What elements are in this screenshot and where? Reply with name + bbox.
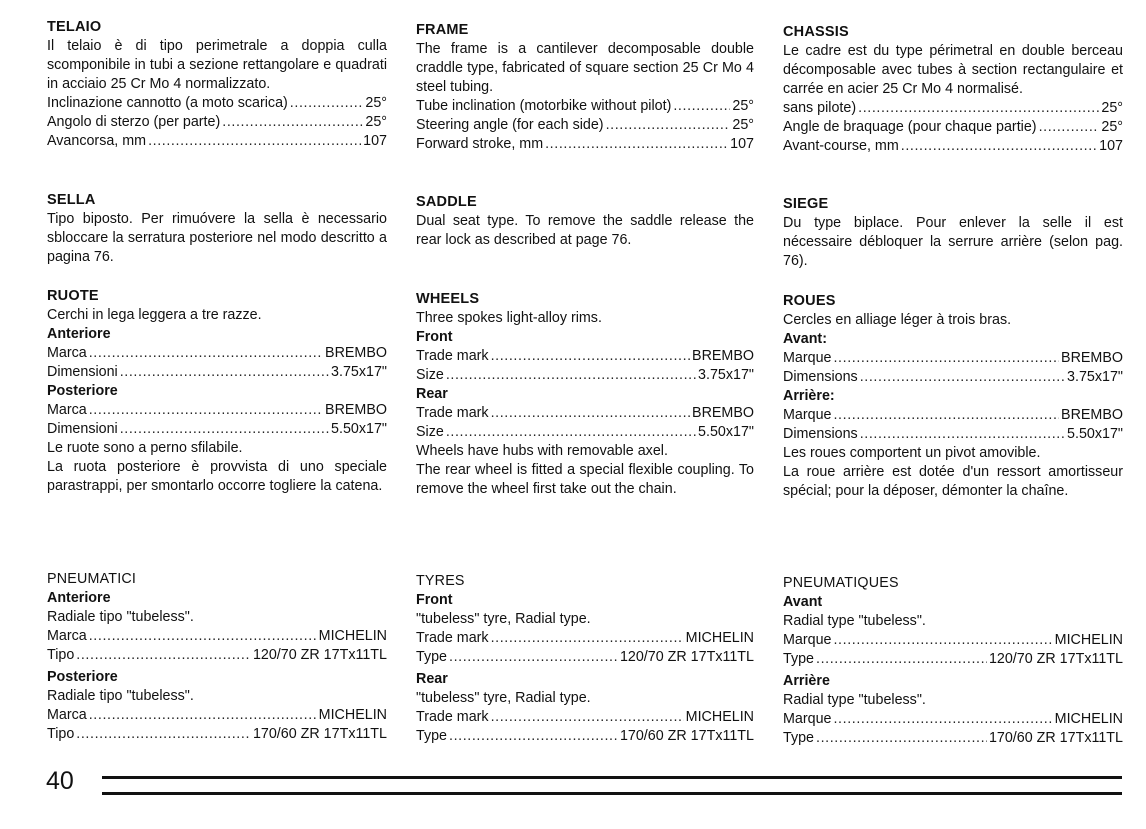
section-tyres — [416, 572, 754, 746]
rear-subtitle: Arrière — [783, 673, 830, 689]
front-subtitle: Front — [416, 329, 453, 345]
front-subtitle: Avant — [783, 594, 823, 610]
section-tyres — [783, 574, 1123, 748]
spec-row: Marca ..... MICHELIN — [47, 706, 387, 725]
section-frame — [47, 18, 387, 151]
spec-row: Forward stroke, mm ..... 107 — [416, 135, 754, 154]
spec-row: Type ..... 170/60 ZR 17Tx11TL — [416, 727, 754, 746]
section-title: TYRES — [416, 573, 465, 589]
section-wheels — [416, 290, 754, 499]
section-text: Tipo biposto. Per rimuóvere la sella è necessario sbloccare la serratura posteriore nel modo descritto a pagina 76. — [47, 211, 387, 265]
wheels-note: Le ruote sono a perno sfilabile. — [47, 440, 243, 456]
tyre-type: Radiale tipo "tubeless". — [47, 609, 194, 625]
footer-rule-bottom — [102, 792, 1122, 795]
section-title: SIEGE — [783, 196, 829, 212]
rear-subtitle: Rear — [416, 386, 448, 402]
spec-row: Marque ..... MICHELIN — [783, 631, 1123, 650]
front-subtitle: Anteriore — [47, 590, 111, 606]
rear-subtitle: Posteriore — [47, 669, 118, 685]
spec-row: Trade mark ..... BREMBO — [416, 347, 754, 366]
spec-row: Dimensioni ..... 3.75x17" — [47, 363, 387, 382]
rear-subtitle: Posteriore — [47, 383, 118, 399]
section-text: Du type biplace. Pour enlever la selle il est nécessaire débloquer la serrure arrière (selon pag. 76). — [783, 215, 1123, 269]
section-title: SELLA — [47, 192, 96, 208]
section-title: ROUES — [783, 293, 836, 309]
section-saddle — [783, 195, 1123, 271]
tyre-type: Radiale tipo "tubeless". — [47, 688, 194, 704]
section-wheels — [47, 287, 387, 496]
tyre-type: Radial type "tubeless". — [783, 613, 926, 629]
spec-row: Tipo ..... 120/70 ZR 17Tx11TL — [47, 646, 387, 665]
spec-row: Marque ..... BREMBO — [783, 349, 1123, 368]
spec-row: Steering angle (for each side) ..... 25° — [416, 116, 754, 135]
section-frame — [416, 21, 754, 154]
spec-row: Trade mark ..... MICHELIN — [416, 629, 754, 648]
section-title: SADDLE — [416, 194, 477, 210]
wheels-intro: Three spokes light-alloy rims. — [416, 310, 602, 326]
spec-row: Marca ..... MICHELIN — [47, 627, 387, 646]
page-number: 40 — [46, 767, 74, 795]
tyre-type: "tubeless" tyre, Radial type. — [416, 611, 591, 627]
section-title: PNEUMATICI — [47, 571, 137, 587]
front-subtitle: Front — [416, 592, 453, 608]
tyre-type: "tubeless" tyre, Radial type. — [416, 690, 591, 706]
section-text: Le cadre est du type périmetral en double berceau décomposable avec tubes à section rectangulaire et carrée en acier 25 Cr Mo 4 normalisé. — [783, 43, 1123, 97]
rear-subtitle: Rear — [416, 671, 448, 687]
spec-row: Marque ..... BREMBO — [783, 406, 1123, 425]
section-text: Dual seat type. To remove the saddle release the rear lock as described at page 76. — [416, 213, 754, 248]
spec-row: Trade mark ..... MICHELIN — [416, 708, 754, 727]
section-wheels — [783, 292, 1123, 501]
spec-row: Tipo ..... 170/60 ZR 17Tx11TL — [47, 725, 387, 744]
front-subtitle: Anteriore — [47, 326, 111, 342]
spec-row: Type ..... 120/70 ZR 17Tx11TL — [416, 648, 754, 667]
spec-row: Marca ..... BREMBO — [47, 401, 387, 420]
spec-row: Angle de braquage (pour chaque partie) ..... 25° — [783, 118, 1123, 137]
spec-row: Type ..... 170/60 ZR 17Tx11TL — [783, 729, 1123, 748]
wheels-note: Wheels have hubs with removable axel. — [416, 443, 668, 459]
wheels-note: La roue arrière est dotée d'un ressort amortisseur spécial; pour la déposer, démonter la chaîne. — [783, 464, 1123, 499]
section-saddle — [416, 193, 754, 250]
wheels-note: The rear wheel is fitted a special flexible coupling. To remove the wheel first take out the chain. — [416, 462, 754, 497]
wheels-intro: Cercles en alliage léger à trois bras. — [783, 312, 1012, 328]
section-title: CHASSIS — [783, 24, 849, 40]
section-frame — [783, 23, 1123, 156]
rear-subtitle: Arrière: — [783, 388, 835, 404]
section-title: TELAIO — [47, 19, 102, 35]
front-subtitle: Avant: — [783, 331, 827, 347]
spec-row: Type ..... 120/70 ZR 17Tx11TL — [783, 650, 1123, 669]
spec-row: Trade mark ..... BREMBO — [416, 404, 754, 423]
section-saddle — [47, 191, 387, 267]
spec-row: Marca ..... BREMBO — [47, 344, 387, 363]
footer-rule-top — [102, 776, 1122, 779]
wheels-note: Les roues comportent un pivot amovible. — [783, 445, 1041, 461]
spec-row: Dimensioni ..... 5.50x17" — [47, 420, 387, 439]
spec-row: Angolo di sterzo (per parte) ..... 25° — [47, 113, 387, 132]
spec-row: Tube inclination (motorbike without pilot) ..... 25° — [416, 97, 754, 116]
spec-row: Dimensions ..... 5.50x17" — [783, 425, 1123, 444]
wheels-intro: Cerchi in lega leggera a tre razze. — [47, 307, 262, 323]
spec-row: Dimensions ..... 3.75x17" — [783, 368, 1123, 387]
section-title: FRAME — [416, 22, 469, 38]
spec-row: sans pilote) ..... 25° — [783, 99, 1123, 118]
spec-row: Inclinazione cannotto (a moto scarica) ..... 25° — [47, 94, 387, 113]
spec-row: Avant-course, mm ..... 107 — [783, 137, 1123, 156]
section-title: RUOTE — [47, 288, 99, 304]
section-title: PNEUMATIQUES — [783, 575, 899, 591]
spec-row: Marque ..... MICHELIN — [783, 710, 1123, 729]
wheels-note: La ruota posteriore è provvista di uno speciale parastrappi, per smontarlo occorre togliere la catena. — [47, 459, 387, 494]
spec-row: Size ..... 3.75x17" — [416, 366, 754, 385]
tyre-type: Radial type "tubeless". — [783, 692, 926, 708]
section-text: Il telaio è di tipo perimetrale a doppia culla scomponibile in tubi a sezione rettangolare e quadrati in acciaio 25 Cr Mo 4 normalizzato. — [47, 38, 387, 92]
section-text: The frame is a cantilever decomposable double craddle type, fabricated of square section 25 Cr Mo 4 steel tubing. — [416, 41, 754, 95]
section-tyres — [47, 570, 387, 744]
spec-row: Size ..... 5.50x17" — [416, 423, 754, 442]
spec-row: Avancorsa, mm ..... 107 — [47, 132, 387, 151]
section-title: WHEELS — [416, 291, 480, 307]
